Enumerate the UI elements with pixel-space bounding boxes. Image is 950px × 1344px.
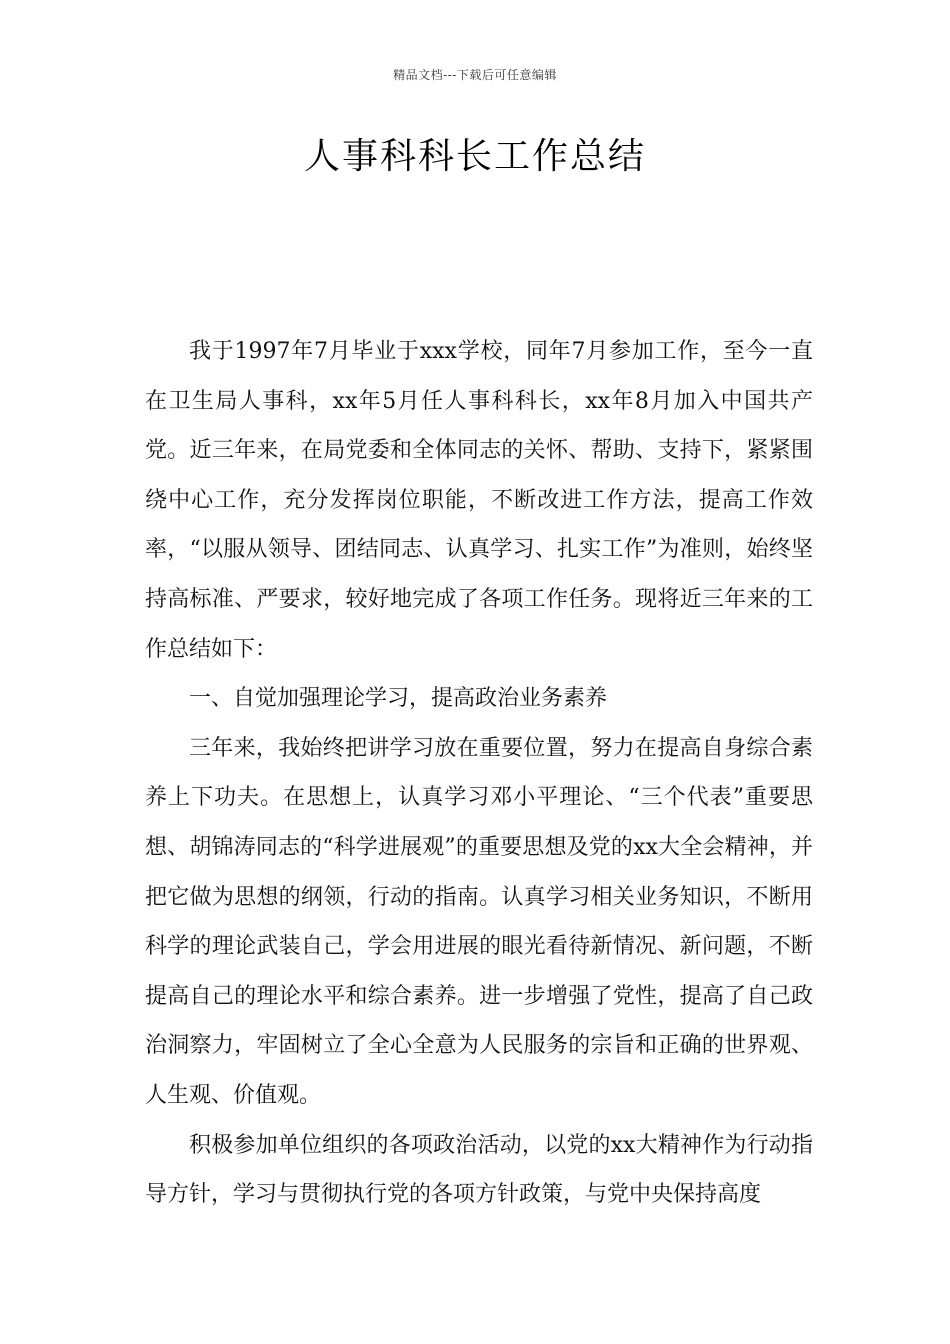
header-note: 精品文档---下载后可任意编辑 <box>393 68 557 82</box>
paragraph-study: 三年来，我始终把讲学习放在重要位置，努力在提高自身综合素养上下功夫。在思想上，认真学习邓小平理论、“三个代表”重要思想、胡锦涛同志的“科学进展观”的重要思想及党的xx大全会精神，并把它做为思想的纲领，行动的指南。认真学习相关业务知识，不断用科学的理论武装自己，学会用进展的眼光看待新情况、新问题，不断提高自己的理论水平和综合素养。进一步增强了党性，提高了自己政治洞察力，牢固树立了全心全意为人民服务的宗旨和正确的世界观、人生观、价值观。 <box>145 735 813 1108</box>
document-title: 人事科科长工作总结 <box>303 136 646 177</box>
section-heading-1: 一、自觉加强理论学习，提高政治业务素养 <box>189 686 608 712</box>
paragraph-intro: 我于1997年7月毕业于xxx学校，同年7月参加工作，至今一直在卫生局人事科，xx年5月任人事科科长，xx年8月加入中国共产党。近三年来，在局党委和全体同志的关怀、帮助、支持下，紧紧围绕中心工作，充分发挥岗位职能，不断改进工作方法，提高工作效率，“以服从领导、团结同志、认真学习、扎实工作”为准则，始终坚持高标准、严要求，较好地完成了各项工作任务。现将近三年来的工作总结如下： <box>145 339 813 662</box>
document-body <box>145 327 813 1220</box>
paragraph-activities: 积极参加单位组织的各项政治活动，以党的xx大精神作为行动指导方针，学习与贯彻执行党的各项方针政策，与党中央保持高度 <box>145 1132 813 1208</box>
